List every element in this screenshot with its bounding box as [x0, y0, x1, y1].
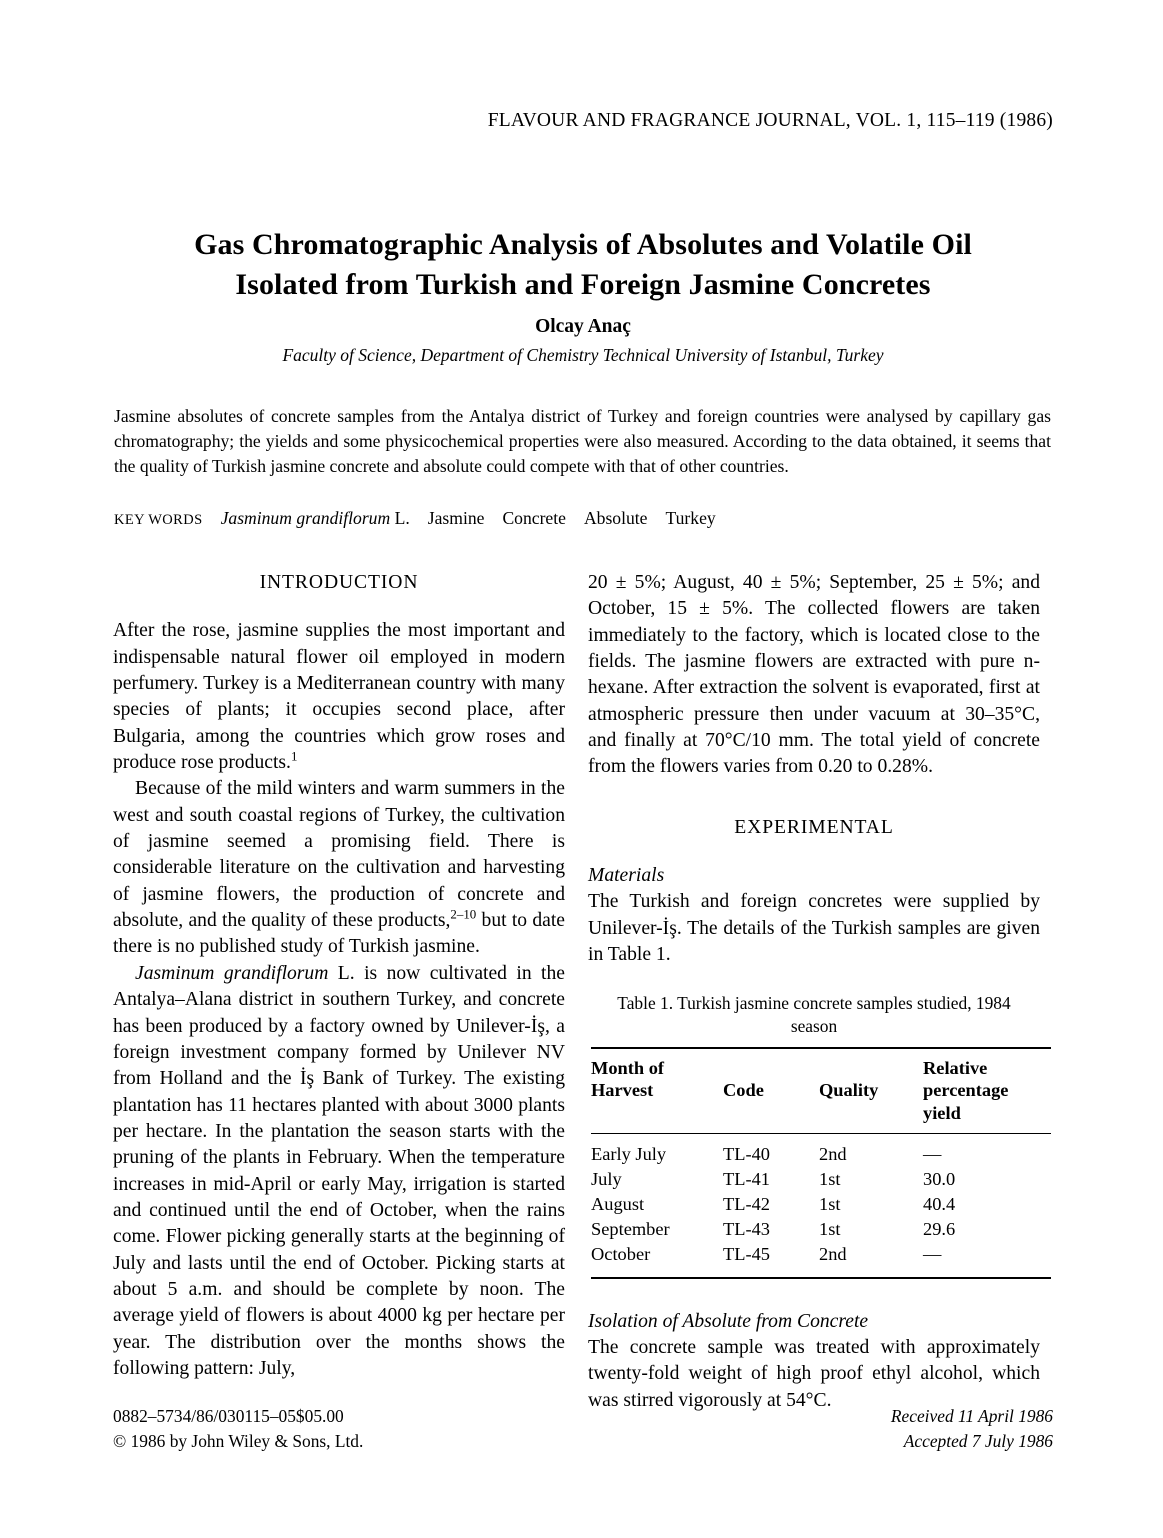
title-line-1: Gas Chromatographic Analysis of Absolutes and Volatile Oil	[194, 228, 972, 261]
running-head: FLAVOUR AND FRAGRANCE JOURNAL, VOL. 1, 115–119 (1986)	[487, 110, 1053, 131]
table-row	[591, 1134, 1051, 1168]
table-body	[591, 1134, 1051, 1278]
materials-paragraph: The Turkish and foreign concretes were supplied by Unilever-İş. The details of the Turkish samples are given in Table 1.	[588, 891, 1040, 966]
column-header-month-line-2: Harvest	[591, 1080, 654, 1101]
left-column	[113, 570, 565, 1382]
table-row	[591, 1242, 1051, 1277]
cell-month: September	[591, 1218, 670, 1239]
author-affiliation: Faculty of Science, Department of Chemistry Technical University of Istanbul, Turkey	[282, 345, 884, 365]
cell-month: August	[591, 1193, 645, 1214]
issn-line: 0882–5734/86/030115–05$05.00	[113, 1406, 344, 1426]
page-title	[113, 225, 1053, 304]
cell-code: TL-41	[723, 1169, 770, 1189]
column-header-yield	[923, 1048, 1051, 1134]
keyword-species-authority: L.	[394, 508, 410, 528]
keyword-species: Jasminum grandiflorum	[220, 508, 391, 528]
footer-left	[113, 1404, 363, 1454]
cell-quality: 1st	[819, 1169, 841, 1189]
cell-code: TL-40	[723, 1134, 819, 1168]
subsection-heading-materials: Materials	[588, 865, 665, 887]
keyword-item: Jasmine	[427, 508, 485, 528]
footer-right	[891, 1404, 1053, 1454]
keyword-item: Concrete	[502, 508, 566, 528]
accepted-date: Accepted 7 July 1986	[903, 1431, 1053, 1452]
section-heading-introduction: INTRODUCTION	[259, 572, 419, 593]
keyword-item: Turkey	[665, 508, 716, 528]
table-header	[591, 1048, 1051, 1134]
column-header-month	[591, 1048, 723, 1134]
author-name: Olcay Anaç	[535, 316, 631, 337]
table-row	[591, 1217, 1051, 1242]
intro-paragraph-2-text-a: Because of the mild winters and warm summers in the west and south coastal regions of Turkey, the cultivation of jasmine seemed a promising field. There is considerable literature on the cultivation and harvesting of jasmine flowers, the production of concrete and absolute, and the quality of these products,	[113, 778, 565, 932]
column-header-code	[723, 1048, 819, 1134]
cell-yield: —	[923, 1242, 1051, 1277]
table-caption-line-2: season	[790, 1016, 838, 1037]
intro-paragraph-3	[113, 961, 565, 1383]
keywords-line	[114, 508, 1051, 529]
keywords-label: KEY WORDS	[114, 512, 203, 528]
copyright-line: © 1986 by John Wiley & Sons, Ltd.	[113, 1431, 364, 1452]
reference-marker: 1	[290, 748, 298, 764]
table-1	[591, 1047, 1051, 1279]
cell-code: TL-45	[723, 1242, 819, 1277]
cell-code: TL-43	[723, 1218, 770, 1239]
keyword-item: Absolute	[583, 508, 648, 528]
column-header-yield-line-1: Relative percentage	[923, 1057, 1009, 1101]
subsection-heading-isolation: Isolation of Absolute from Concrete	[588, 1310, 869, 1332]
intro-paragraph-3-text: L. is now cultivated in the Antalya–Alana district in southern Turkey, and concrete has been produced by a factory owned by Unilever-İş, a foreign investment company formed by Unilever NV from Holland and the İş Bank of Turkey. The existing plantation has 11 hectares planted with about 3000 plants per hectare. In the plantation the season starts with the pruning of the plants in February. When the temperature increases in mid-April or early May, irrigation is started and continued until the end of October, when the rains come. Flower picking generally starts at the beginning of July and lasts until the end of October. Picking starts at about 5 a.m. and should be complete by noon. The average yield of flowers is about 4000 kg per hectare per year. The distribution over the months shows the following pattern: July,	[113, 962, 565, 1379]
cell-month: October	[591, 1242, 723, 1277]
intro-paragraph-1-text: After the rose, jasmine supplies the most important and indispensable natural flower oil employed in modern perfumery. Turkey is a Mediterranean country with many species of plants; it occupies second place, after Bulgaria, among the countries which grow roses and produce rose products.	[113, 620, 565, 774]
right-column	[588, 570, 1040, 1414]
cell-quality: 1st	[819, 1193, 841, 1214]
species-name: Jasminum grandiflorum	[135, 962, 329, 984]
cell-quality: 2nd	[819, 1134, 923, 1168]
cell-quality: 1st	[819, 1218, 841, 1239]
received-date: Received 11 April 1986	[890, 1406, 1053, 1426]
column-header-month-line-1: Month of	[591, 1057, 665, 1078]
column-header-quality	[819, 1048, 923, 1134]
table-row	[591, 1168, 1051, 1193]
column-header-yield-line-2: yield	[923, 1102, 961, 1123]
title-line-2: Isolated from Turkish and Foreign Jasmine Concretes	[235, 267, 931, 301]
intro-continuation-paragraph: 20 ± 5%; August, 40 ± 5%; September, 25 ± 5%; and October, 15 ± 5%. The collected flowers are taken immediately to the factory, which is located close to the fields. The jasmine flowers are extracted with pure n-hexane. After extraction the solvent is evaporated, first at atmospheric pressure then under vacuum at 30–35°C, and finally at 70°C/10 mm. The total yield of concrete from the flowers varies from 0.20 to 0.28%.	[588, 572, 1040, 778]
cell-month: July	[591, 1169, 622, 1189]
cell-yield: 29.6	[923, 1218, 956, 1239]
cell-code: TL-42	[723, 1193, 770, 1214]
abstract: Jasmine absolutes of concrete samples from the Antalya district of Turkey and foreign countries were analysed by capillary gas chromatography; the yields and some physicochemical properties were also measured. According to the data obtained, it seems that the quality of Turkish jasmine concrete and absolute could compete with that of other countries.	[114, 406, 1051, 476]
intro-paragraph-1	[113, 618, 565, 776]
table-1-block	[588, 992, 1040, 1278]
column-header-code-label: Code	[723, 1080, 764, 1101]
table-caption	[588, 992, 1040, 1037]
reference-marker: 2–10	[450, 906, 477, 922]
cell-quality: 2nd	[819, 1242, 923, 1277]
table-row	[591, 1192, 1051, 1217]
column-header-quality-label: Quality	[819, 1080, 879, 1101]
cell-yield: 30.0	[923, 1169, 956, 1189]
section-heading-experimental: EXPERIMENTAL	[734, 816, 894, 838]
table-caption-line-1: Table 1. Turkish jasmine concrete samples studied, 1984	[617, 993, 1011, 1014]
table-header-row	[591, 1048, 1051, 1134]
cell-yield: —	[923, 1134, 1051, 1168]
cell-month: Early July	[591, 1134, 723, 1168]
intro-paragraph-2	[113, 776, 565, 960]
cell-yield: 40.4	[923, 1193, 956, 1214]
isolation-paragraph: The concrete sample was treated with approximately twenty-fold weight of high proof ethyl alcohol, which was stirred vigorously at 54°C.	[588, 1337, 1040, 1411]
intro-paragraph-2-text-b: but to date there is no published study of Turkish jasmine.	[113, 910, 565, 958]
